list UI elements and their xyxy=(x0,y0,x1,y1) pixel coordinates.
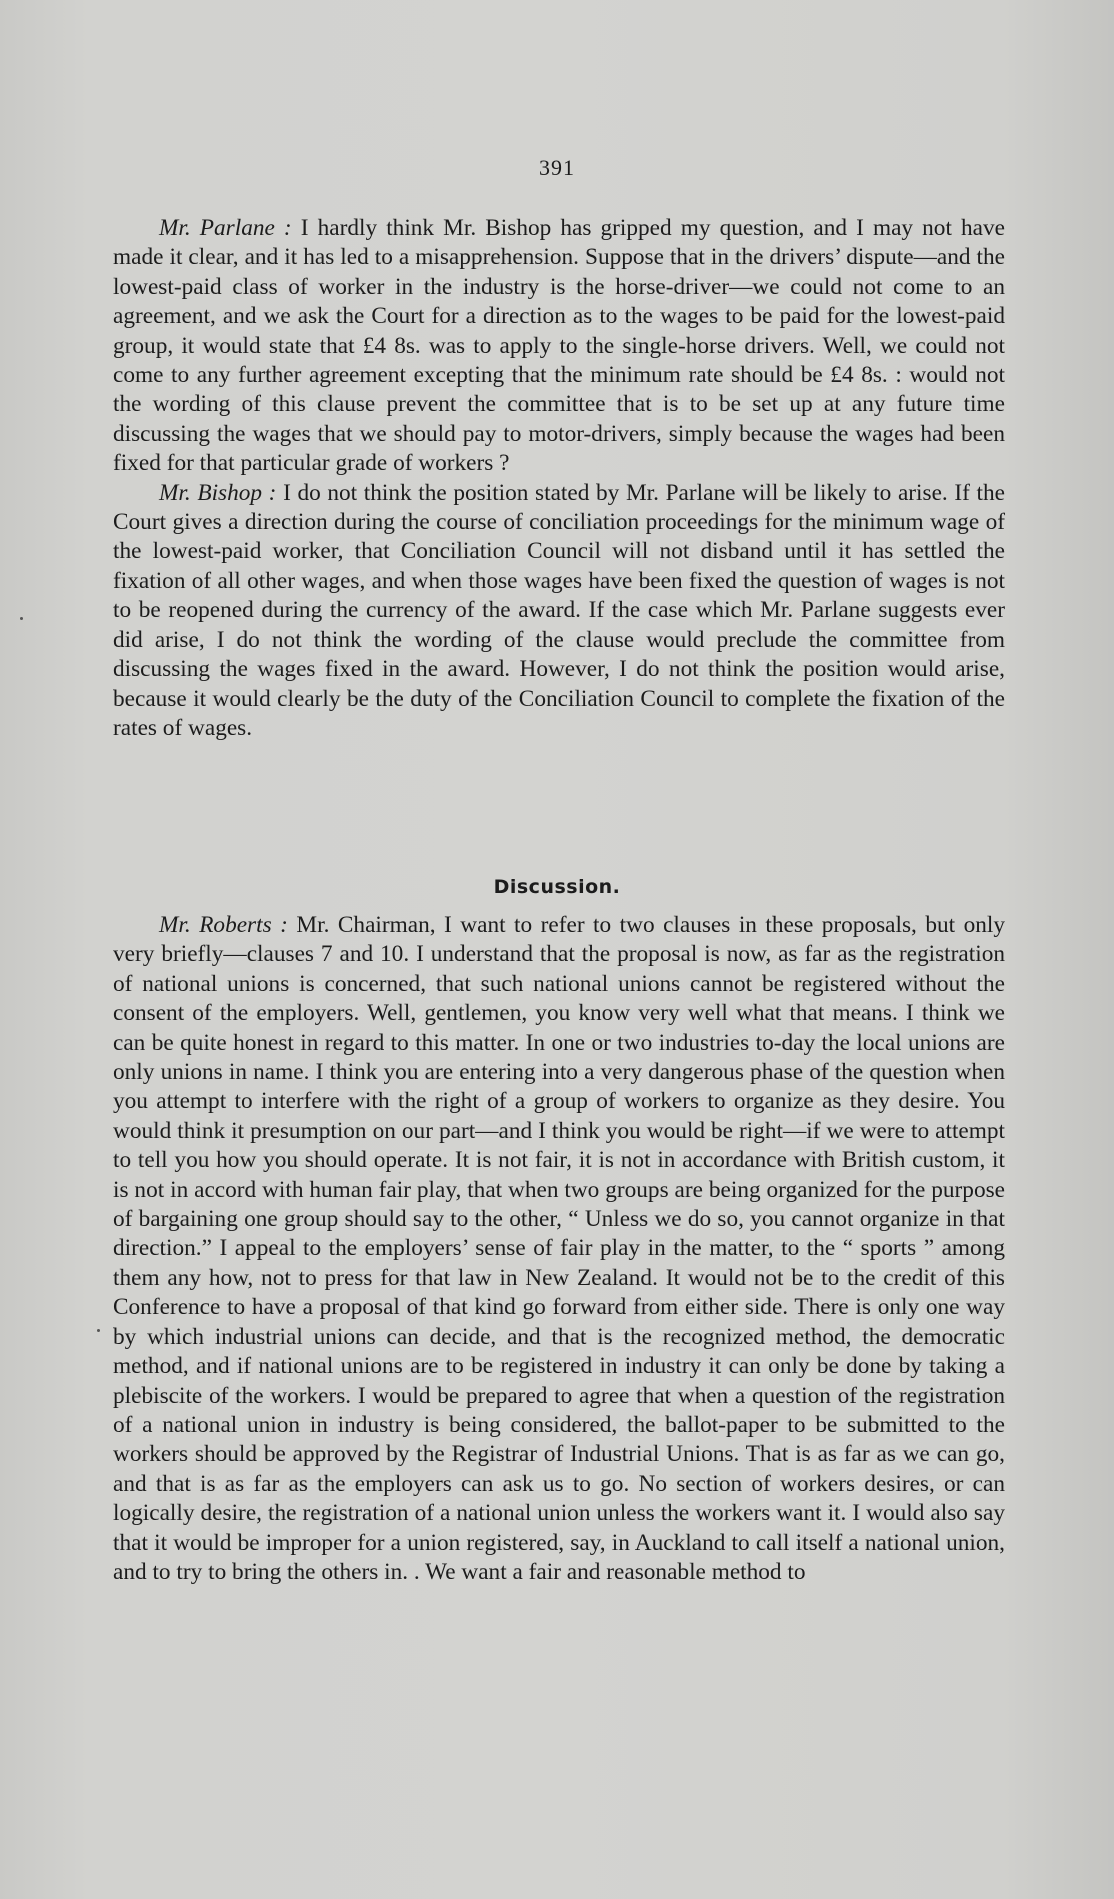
paragraph-bishop xyxy=(113,479,1005,744)
paragraph-parlane xyxy=(113,214,1005,479)
paragraph-text: I hardly think Mr. Bishop has gripped my question, and I may not have made it clear, and it has led to a misapprehension. Suppose that in the drivers’ dispute—and the lowest-paid class of worker in the industry is the horse-driver—we could not come to an agreement, and we ask the Court for a direction as to the wages to be paid for the lowest-paid group, it would state that £4 8s. was to apply to the single-horse drivers. Well, we could not come to any further agreement excepting that the minimum rate should be £4 8s. : would not the wording of this clause prevent the committee that is to be set up at any future time discussing the wages that we should pay to motor-drivers, simply because the wages had been fixed for that particular grade of workers ? xyxy=(113,215,1005,477)
transcript-block-lower xyxy=(113,911,1005,1587)
paragraph-text: Mr. Chairman, I want to refer to two clauses in these proposals, but only very briefly—clauses 7 and 10. I understand that the proposal is now, as far as the registration of national unions is concerned, that such national unions cannot be registered without the consent of the employers. Well, gentlemen, you know very well what that means. I think we can be quite honest in regard to this matter. In one or two industries to-day the local unions are only unions in name. I think you are entering into a very dangerous phase of the question when you attempt to interfere with the right of a group of workers to organize as they desire. You would think it presumption on our part—and I think you would be right—if we were to attempt to tell you how you should operate. It is not fair, it is not in accordance with British custom, it is not in accord with human fair play, that when two groups are being organized for the purpose of bargaining one group should say to the other, “ Unless we do so, you cannot organize in that direction.” I appeal to the employers’ sense of fair play in the matter, to the “ sports ” among them any how, not to press for that law in New Zealand. It would not be to the credit of this Conference to have a proposal of that kind go forward from either side. There is only one way by which industrial unions can decide, and that is the recognized method, the democratic method, and if national unions are to be registered in industry it can only be done by taking a plebiscite of the workers. I would be prepared to agree that when a question of the registration of a national union in industry is being considered, the ballot-paper to be submitted to the workers should be approved by the Registrar of Industrial Unions. That is as far as we can go, and that is as far as the employers can ask us to go. No section of workers desires, or can logically desire, the registration of a national union unless the workers want it. I would also say that it would be improper for a union registered, say, in Auckland to call itself a national union, and to try to bring the others in. . We want a fair and reasonable method to xyxy=(113,912,1006,1585)
paragraph-text: I do not think the position stated by Mr. Parlane will be likely to arise. If the Court gives a direction during the course of conciliation proceedings for the minimum wage of the lowest-paid worker, that Conciliation Council will not disband until it has settled the fixation of all other wages, and when those wages have been fixed the question of wages is not to be reopened during the currency of the award. If the case which Mr. Parlane suggests ever did arise, I do not think the wording of the clause would preclude the committee from discussing the wages fixed in the award. However, I do not think the position would arise, because it would clearly be the duty of the Conciliation Council to complete the fixation of the rates of wages. xyxy=(113,479,1005,741)
paragraph-roberts xyxy=(113,911,1005,1587)
transcript-block-upper xyxy=(113,214,1005,743)
margin-speck xyxy=(97,1329,100,1332)
speaker-name: Mr. Roberts : xyxy=(159,912,288,938)
page-number: 391 xyxy=(539,155,575,180)
section-heading: Discussion. xyxy=(493,876,621,898)
margin-speck xyxy=(20,617,23,620)
speaker-name: Mr. Parlane : xyxy=(159,215,292,241)
speaker-name: Mr. Bishop : xyxy=(159,479,277,506)
